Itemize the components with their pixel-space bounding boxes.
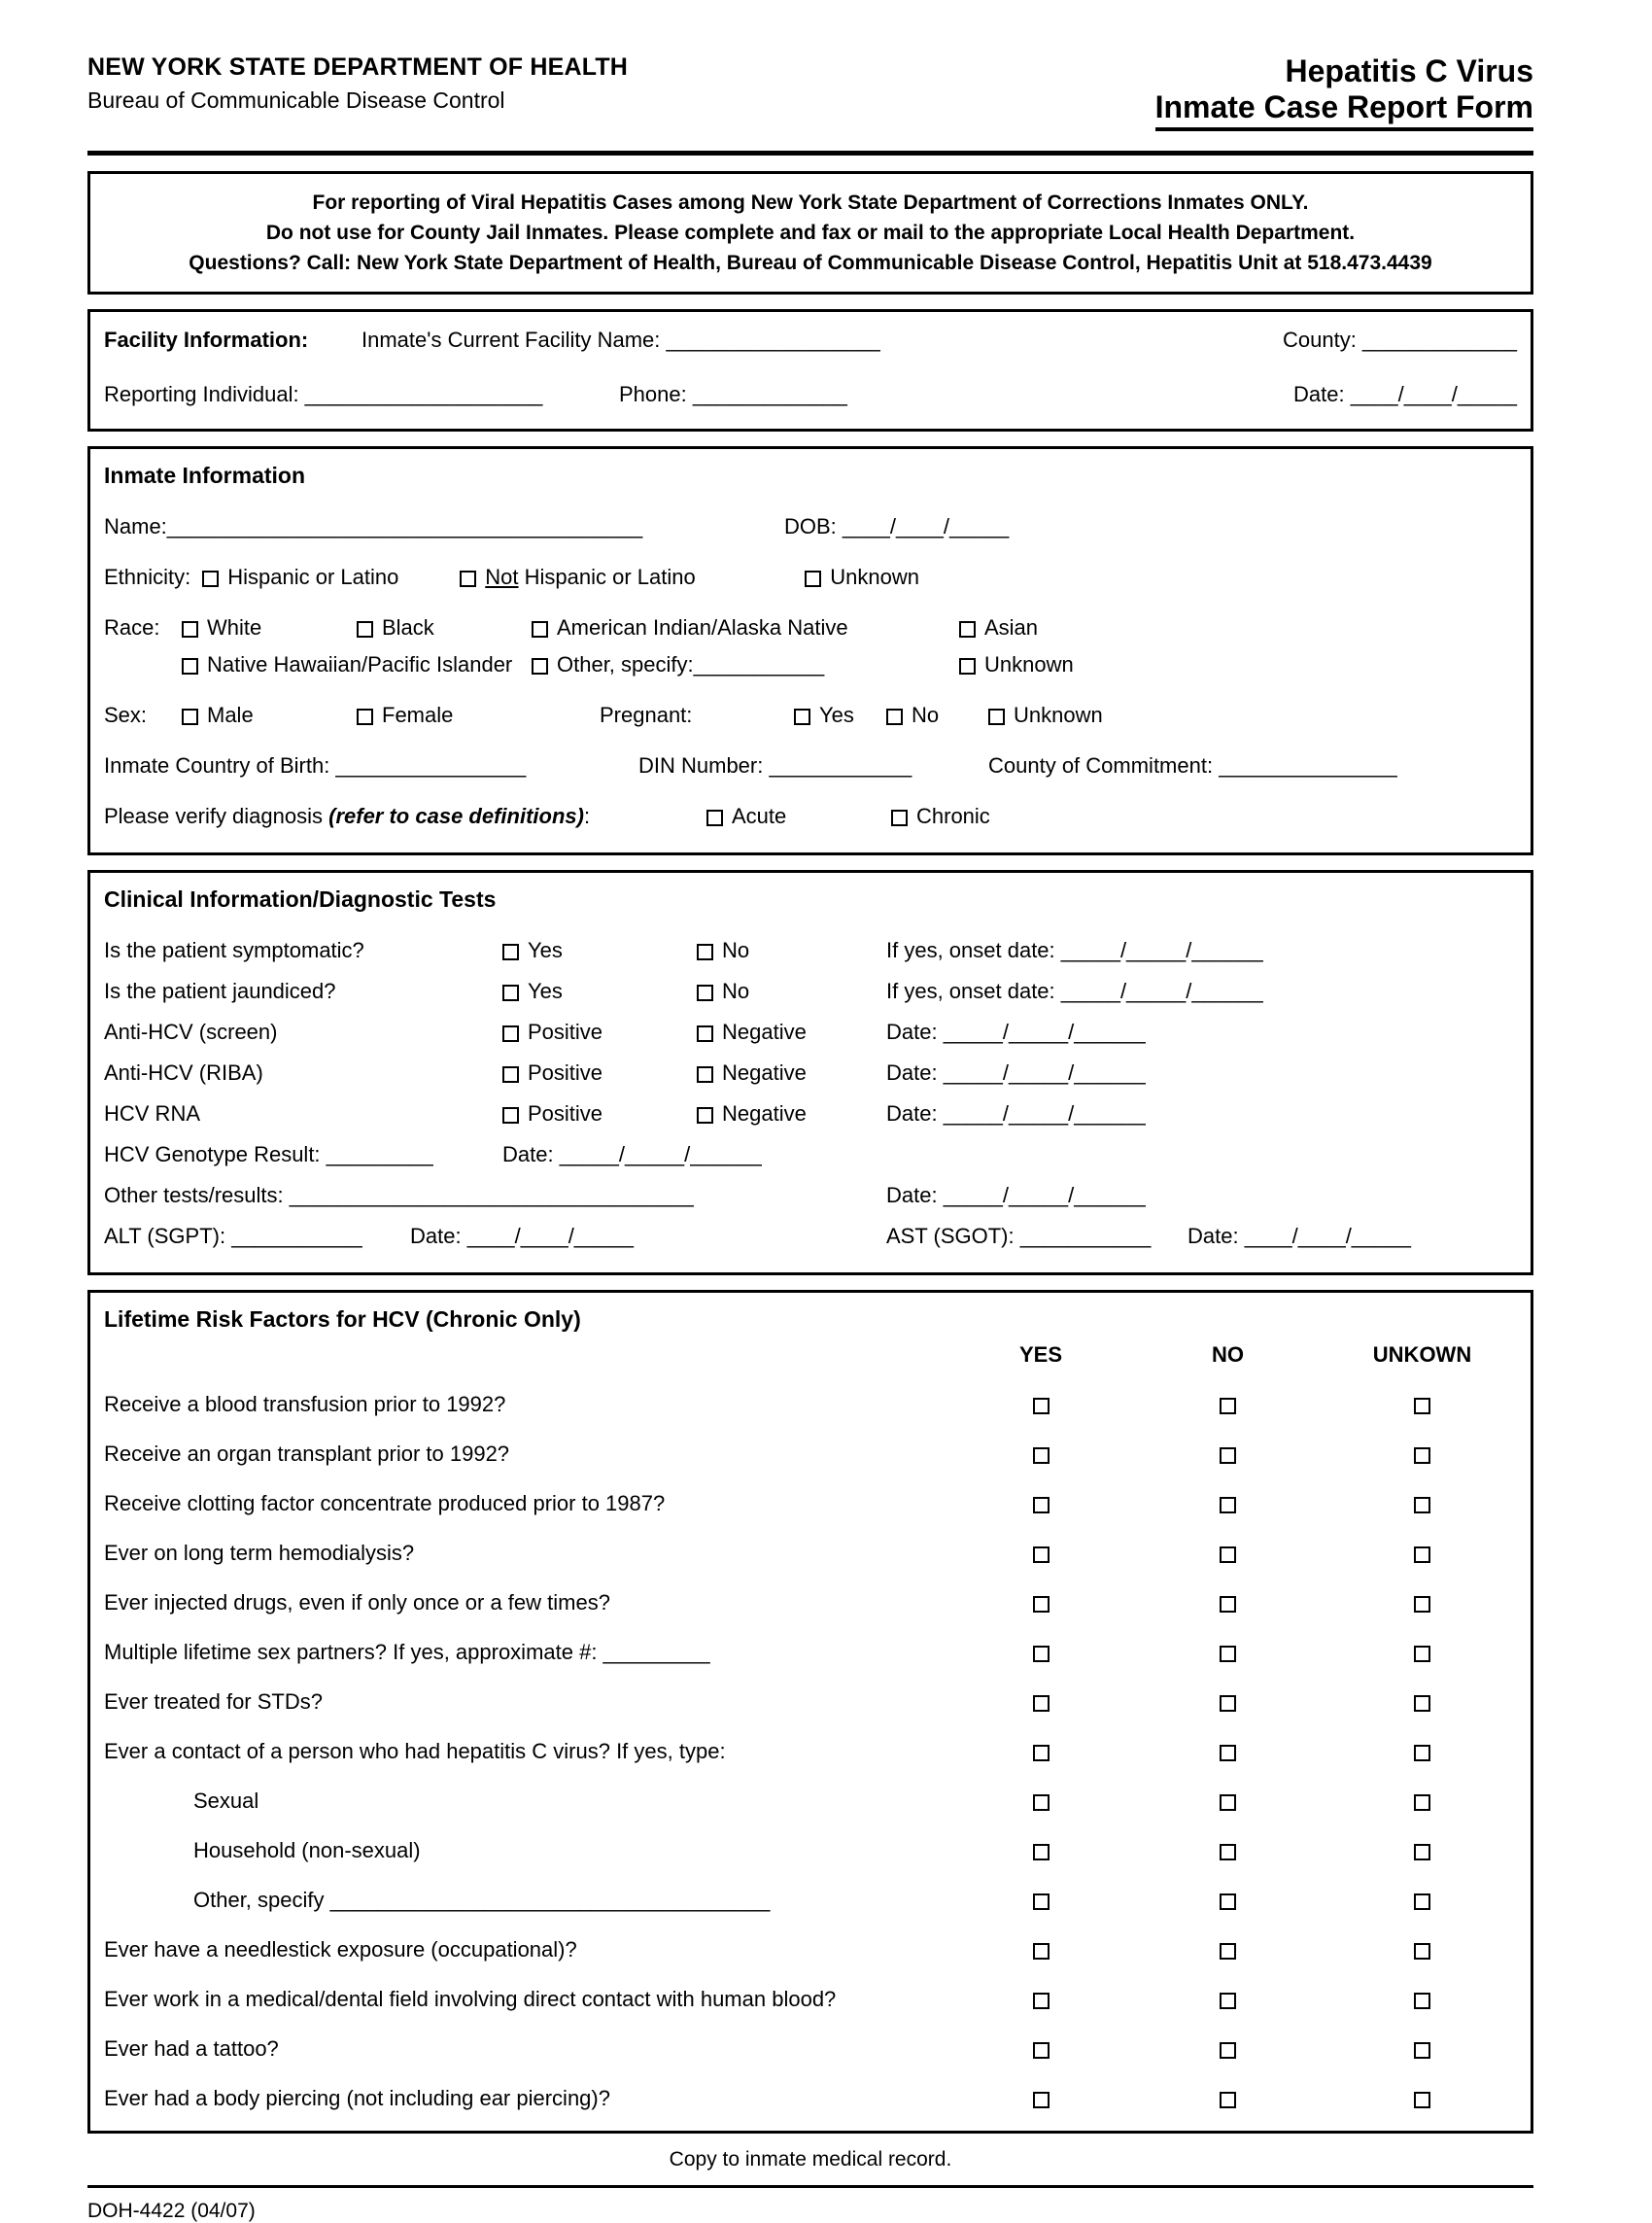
ethnicity-option-unknown	[805, 565, 919, 590]
no-checkbox[interactable]	[1220, 1993, 1236, 2009]
anti-hcv-riba-positive-checkbox[interactable]	[502, 1066, 519, 1083]
risk-row-contact	[104, 1739, 1517, 1764]
unknown-checkbox[interactable]	[1414, 1993, 1430, 2009]
hispanic-label: Hispanic or Latino	[227, 565, 399, 589]
anti-hcv-screen-negative	[697, 1020, 886, 1045]
race-row-1	[104, 615, 1517, 641]
black-checkbox[interactable]	[357, 621, 373, 638]
risk-question: Receive clotting factor concentrate produced prior to 1987?	[104, 1491, 666, 1515]
yes-checkbox[interactable]	[1033, 1844, 1050, 1860]
anti-hcv-screen-negative-label: Negative	[722, 1020, 807, 1044]
risk-row-hemodialysis	[104, 1541, 1517, 1566]
race-option-aian	[532, 615, 959, 641]
department-name: NEW YORK STATE DEPARTMENT OF HEALTH	[87, 53, 629, 81]
facility-row-2	[104, 382, 1517, 407]
risk-row-injected-drugs	[104, 1590, 1517, 1615]
unknown-checkbox[interactable]	[1414, 1398, 1430, 1414]
risk-row-tattoo	[104, 2036, 1517, 2062]
pregnant-yes-label: Yes	[819, 703, 854, 727]
copy-note: Copy to inmate medical record.	[669, 2148, 952, 2171]
unknown-checkbox[interactable]	[1414, 1844, 1430, 1860]
unknown-checkbox[interactable]	[1414, 1546, 1430, 1563]
risk-question: Ever work in a medical/dental field involving direct contact with human blood?	[104, 1987, 837, 2011]
asian-checkbox[interactable]	[959, 621, 976, 638]
diagnosis-option-chronic	[891, 804, 990, 829]
ast-date-field[interactable]: Date: ____/____/_____	[1187, 1224, 1411, 1248]
yes-checkbox[interactable]	[1033, 1497, 1050, 1513]
unknown-checkbox[interactable]	[1414, 1943, 1430, 1960]
anti-hcv-screen-negative-checkbox[interactable]	[697, 1025, 713, 1042]
pregnant-no-label: No	[912, 703, 940, 727]
yes-checkbox[interactable]	[1033, 1546, 1050, 1563]
unknown-checkbox[interactable]	[1414, 1646, 1430, 1662]
form-title-line1: Hepatitis C Virus	[1285, 53, 1533, 88]
race-label: Race:	[104, 615, 160, 640]
yes-checkbox[interactable]	[1033, 1398, 1050, 1414]
no-checkbox[interactable]	[1220, 1844, 1236, 1860]
yes-checkbox[interactable]	[1033, 1596, 1050, 1613]
risk-question: Ever had a tattoo?	[104, 2036, 279, 2061]
yes-column-header: YES	[1018, 1342, 1063, 1367]
genotype-date-field[interactable]: Date: _____/_____/______	[502, 1142, 762, 1166]
hcv-rna-negative	[697, 1101, 886, 1127]
jaundiced-no	[697, 979, 886, 1004]
diagnosis-label-italic: (refer to case definitions)	[328, 804, 584, 828]
pregnant-no-checkbox[interactable]	[886, 709, 903, 725]
unknown-checkbox[interactable]	[1414, 1447, 1430, 1464]
clinical-row-alt-ast	[104, 1224, 1517, 1249]
facility-row-1	[104, 328, 1517, 353]
no-column-header: NO	[1212, 1342, 1244, 1367]
form-header	[87, 53, 1533, 131]
clinical-section-title: Clinical Information/Diagnostic Tests	[104, 886, 497, 912]
jaundiced-onset-date-field[interactable]: If yes, onset date: _____/_____/______	[886, 979, 1263, 1003]
risk-row-contact-other	[104, 1888, 1517, 1913]
ethnicity-unknown-label: Unknown	[830, 565, 919, 589]
clinical-row-other-tests	[104, 1183, 1517, 1208]
unknown-checkbox[interactable]	[1414, 1596, 1430, 1613]
race-other-checkbox[interactable]	[532, 658, 548, 675]
sex-label: Sex:	[104, 703, 148, 727]
anti-hcv-riba-negative-checkbox[interactable]	[697, 1066, 713, 1083]
race-option-asian	[959, 615, 1038, 641]
sex-option-male	[182, 703, 357, 728]
risk-question: Sexual	[193, 1789, 259, 1813]
ethnicity-row	[104, 565, 1517, 590]
risk-question: Ever a contact of a person who had hepatitis C virus? If yes, type:	[104, 1739, 726, 1763]
anti-hcv-riba-negative-label: Negative	[722, 1060, 807, 1085]
yes-checkbox[interactable]	[1033, 1794, 1050, 1811]
jaundiced-yes-checkbox[interactable]	[502, 985, 519, 1001]
unknown-checkbox[interactable]	[1414, 1794, 1430, 1811]
acute-label: Acute	[732, 804, 787, 828]
risk-row-organ-transplant	[104, 1441, 1517, 1467]
anti-hcv-riba-negative	[697, 1060, 886, 1086]
anti-hcv-riba-date-field[interactable]: Date: _____/_____/______	[886, 1060, 1146, 1085]
sex-row	[104, 703, 1517, 728]
asian-label: Asian	[984, 615, 1039, 640]
notice-box	[87, 171, 1533, 295]
unknown-column-header: UNKOWN	[1372, 1342, 1472, 1367]
header-left	[87, 53, 628, 114]
reporting-individual-field[interactable]: Reporting Individual: ____________________	[104, 382, 543, 406]
symptomatic-no-checkbox[interactable]	[697, 944, 713, 960]
ast-field[interactable]: AST (SGOT): ___________	[886, 1224, 1152, 1248]
risk-row-blood-transfusion	[104, 1392, 1517, 1417]
header-rule	[87, 151, 1533, 156]
notice-line-1: For reporting of Viral Hepatitis Cases among New York State Department of Corrections Inmates ONLY.	[312, 191, 1309, 214]
risk-row-contact-sexual	[104, 1789, 1517, 1814]
clinical-row-hcv-rna	[104, 1101, 1517, 1127]
ethnicity-label: Ethnicity:	[104, 565, 191, 589]
diagnosis-label-colon: :	[583, 804, 591, 828]
jaundiced-label: Is the patient jaundiced?	[104, 979, 336, 1003]
american-indian-checkbox[interactable]	[532, 621, 548, 638]
anti-hcv-screen-positive-label: Positive	[528, 1020, 603, 1044]
white-checkbox[interactable]	[182, 621, 198, 638]
risk-question: Receive a blood transfusion prior to 1992?	[104, 1392, 506, 1416]
anti-hcv-riba-label: Anti-HCV (RIBA)	[104, 1060, 263, 1085]
no-checkbox[interactable]	[1220, 1794, 1236, 1811]
race-option-nhpi	[182, 652, 532, 677]
chronic-checkbox[interactable]	[891, 810, 908, 826]
no-checkbox[interactable]	[1220, 1745, 1236, 1761]
anti-hcv-screen-positive	[502, 1020, 697, 1045]
anti-hcv-riba-positive-label: Positive	[528, 1060, 603, 1085]
ethnicity-unknown-checkbox[interactable]	[805, 571, 821, 587]
american-indian-label: American Indian/Alaska Native	[557, 615, 848, 640]
clinical-section	[87, 870, 1533, 1275]
chronic-label: Chronic	[916, 804, 990, 828]
race-unknown-label: Unknown	[984, 652, 1074, 677]
acute-checkbox[interactable]	[706, 810, 723, 826]
jaundiced-no-checkbox[interactable]	[697, 985, 713, 1001]
ethnicity-option-hispanic	[202, 565, 460, 590]
not-underlined: Not	[485, 565, 519, 589]
yes-checkbox[interactable]	[1033, 1993, 1050, 2009]
risk-question: Ever on long term hemodialysis?	[104, 1541, 415, 1565]
jaundiced-no-label: No	[722, 979, 750, 1003]
pregnant-label: Pregnant:	[600, 703, 693, 727]
no-checkbox[interactable]	[1220, 1596, 1236, 1613]
ethnicity-option-not-hispanic	[460, 565, 805, 590]
genotype-result-field[interactable]: HCV Genotype Result: _________	[104, 1142, 433, 1166]
race-unknown-checkbox[interactable]	[959, 658, 976, 675]
bureau-name: Bureau of Communicable Disease Control	[87, 87, 505, 113]
yes-checkbox[interactable]	[1033, 1695, 1050, 1712]
anti-hcv-screen-positive-checkbox[interactable]	[502, 1025, 519, 1042]
other-tests-field[interactable]: Other tests/results: __________________________________	[104, 1183, 694, 1207]
clinical-row-genotype	[104, 1142, 1517, 1167]
notice-line-2: Do not use for County Jail Inmates. Please complete and fax or mail to the appropriate Local Health Department.	[265, 222, 1356, 244]
no-checkbox[interactable]	[1220, 1943, 1236, 1960]
not-hispanic-label: Hispanic or Latino	[518, 565, 696, 589]
origin-row	[104, 753, 1517, 779]
no-checkbox[interactable]	[1220, 1893, 1236, 1910]
symptomatic-no	[697, 938, 886, 963]
no-checkbox[interactable]	[1220, 1447, 1236, 1464]
din-number-field[interactable]: DIN Number: ____________	[638, 753, 912, 778]
risk-section-title: Lifetime Risk Factors for HCV (Chronic Only)	[104, 1306, 581, 1332]
country-of-birth-field[interactable]: Inmate Country of Birth: ________________	[104, 753, 527, 778]
unknown-checkbox[interactable]	[1414, 1497, 1430, 1513]
pregnant-unknown-label: Unknown	[1014, 703, 1103, 727]
risk-row-contact-household	[104, 1838, 1517, 1863]
no-checkbox[interactable]	[1220, 1398, 1236, 1414]
yes-checkbox[interactable]	[1033, 1447, 1050, 1464]
risk-question: Ever treated for STDs?	[104, 1689, 323, 1714]
pregnant-option-unknown	[988, 703, 1103, 728]
diagnosis-option-acute	[706, 804, 891, 829]
yes-checkbox[interactable]	[1033, 1943, 1050, 1960]
other-tests-date-field[interactable]: Date: _____/_____/______	[886, 1183, 1146, 1207]
risk-question[interactable]: Multiple lifetime sex partners? If yes, approximate #: _________	[104, 1640, 710, 1664]
risk-question: Ever have a needlestick exposure (occupational)?	[104, 1937, 577, 1962]
race-option-other	[532, 652, 959, 677]
hcv-rna-negative-checkbox[interactable]	[697, 1107, 713, 1124]
risk-question: Household (non-sexual)	[193, 1838, 421, 1862]
hcv-rna-positive	[502, 1101, 697, 1127]
hispanic-checkbox[interactable]	[202, 571, 219, 587]
clinical-row-symptomatic	[104, 938, 1517, 963]
anti-hcv-riba-positive	[502, 1060, 697, 1086]
no-checkbox[interactable]	[1220, 1695, 1236, 1712]
diagnosis-label-plain: Please verify diagnosis	[104, 804, 329, 828]
symptomatic-yes	[502, 938, 697, 963]
alt-date-field[interactable]: Date: ____/____/_____	[410, 1224, 634, 1248]
unknown-checkbox[interactable]	[1414, 2042, 1430, 2059]
clinical-row-anti-hcv-screen	[104, 1020, 1517, 1045]
risk-row-clotting-factor	[104, 1491, 1517, 1516]
header-right	[1155, 53, 1533, 131]
pregnant-option-yes	[794, 703, 886, 728]
male-checkbox[interactable]	[182, 709, 198, 725]
diagnosis-label	[104, 804, 706, 829]
race-option-unknown	[959, 652, 1074, 677]
report-date-field[interactable]: Date: ____/____/_____	[1293, 382, 1517, 406]
clinical-row-anti-hcv-riba	[104, 1060, 1517, 1086]
unknown-checkbox[interactable]	[1414, 2092, 1430, 2108]
county-field[interactable]: County: _____________	[1283, 328, 1517, 352]
jaundiced-yes-label: Yes	[528, 979, 563, 1003]
race-other-label[interactable]: Other, specify:___________	[557, 652, 825, 677]
risk-question: Receive an organ transplant prior to 1992?	[104, 1441, 510, 1466]
diagnosis-row	[104, 804, 1517, 829]
risk-question: Ever injected drugs, even if only once or a few times?	[104, 1590, 610, 1615]
jaundiced-yes	[502, 979, 697, 1004]
form-number: DOH-4422 (04/07)	[87, 2200, 256, 2222]
no-checkbox[interactable]	[1220, 1546, 1236, 1563]
symptomatic-onset-date-field[interactable]: If yes, onset date: _____/_____/______	[886, 938, 1263, 962]
unknown-checkbox[interactable]	[1414, 1745, 1430, 1761]
female-checkbox[interactable]	[357, 709, 373, 725]
symptomatic-label: Is the patient symptomatic?	[104, 938, 364, 962]
hcv-rna-negative-label: Negative	[722, 1101, 807, 1126]
sex-option-female	[357, 703, 600, 728]
notice-line-3: Questions? Call: New York State Department of Health, Bureau of Communicable Disease Control, Hepatitis Unit at 518.473.4439	[189, 252, 1432, 274]
pregnant-option-no	[886, 703, 988, 728]
not-hispanic-checkbox[interactable]	[460, 571, 476, 587]
unknown-checkbox[interactable]	[1414, 1695, 1430, 1712]
hcv-rna-label: HCV RNA	[104, 1101, 201, 1126]
symptomatic-no-label: No	[722, 938, 750, 962]
anti-hcv-screen-label: Anti-HCV (screen)	[104, 1020, 278, 1044]
black-label: Black	[382, 615, 434, 640]
male-label: Male	[207, 703, 254, 727]
phone-field[interactable]: Phone: _____________	[619, 382, 847, 406]
dob-field[interactable]: DOB: ____/____/_____	[784, 514, 1010, 538]
no-checkbox[interactable]	[1220, 2042, 1236, 2059]
native-hawaiian-checkbox[interactable]	[182, 658, 198, 675]
risk-section	[87, 1290, 1533, 2134]
hcv-rna-positive-checkbox[interactable]	[502, 1107, 519, 1124]
county-of-commitment-field[interactable]: County of Commitment: _______________	[988, 753, 1397, 778]
risk-row-medical-field	[104, 1987, 1517, 2012]
yes-checkbox[interactable]	[1033, 1745, 1050, 1761]
inmate-section	[87, 446, 1533, 855]
race-option-white	[182, 615, 357, 641]
female-label: Female	[382, 703, 454, 727]
race-option-black	[357, 615, 532, 641]
footer-rule	[87, 2185, 1533, 2188]
risk-question[interactable]: Other, specify _____________________________________	[193, 1888, 771, 1912]
risk-column-headers	[104, 1342, 1517, 1368]
symptomatic-yes-label: Yes	[528, 938, 563, 962]
clinical-row-jaundiced	[104, 979, 1517, 1004]
hcv-rna-positive-label: Positive	[528, 1101, 603, 1126]
form-title-line2: Inmate Case Report Form	[1155, 89, 1533, 131]
risk-row-piercing	[104, 2086, 1517, 2111]
inmate-name-field[interactable]: Name:________________________________________	[104, 514, 643, 538]
risk-question: Ever had a body piercing (not including ear piercing)?	[104, 2086, 610, 2110]
inmate-section-title: Inmate Information	[104, 463, 306, 488]
no-checkbox[interactable]	[1220, 1497, 1236, 1513]
anti-hcv-screen-date-field[interactable]: Date: _____/_____/______	[886, 1020, 1146, 1044]
unknown-checkbox[interactable]	[1414, 1893, 1430, 1910]
facility-name-field[interactable]: Inmate's Current Facility Name: __________________	[361, 328, 880, 352]
race-row-2	[104, 652, 1517, 677]
yes-checkbox[interactable]	[1033, 1646, 1050, 1662]
symptomatic-yes-checkbox[interactable]	[502, 944, 519, 960]
yes-checkbox[interactable]	[1033, 2042, 1050, 2059]
pregnant-yes-checkbox[interactable]	[794, 709, 810, 725]
yes-checkbox[interactable]	[1033, 1893, 1050, 1910]
no-checkbox[interactable]	[1220, 2092, 1236, 2108]
alt-field[interactable]: ALT (SGPT): ___________	[104, 1224, 362, 1248]
risk-row-needlestick	[104, 1937, 1517, 1962]
white-label: White	[207, 615, 262, 640]
native-hawaiian-label: Native Hawaiian/Pacific Islander	[207, 652, 513, 677]
facility-section	[87, 309, 1533, 432]
pregnant-unknown-checkbox[interactable]	[988, 709, 1005, 725]
facility-section-label: Facility Information:	[104, 328, 309, 352]
risk-row-sex-partners	[104, 1640, 1517, 1665]
yes-checkbox[interactable]	[1033, 2092, 1050, 2108]
risk-row-stds	[104, 1689, 1517, 1715]
name-row	[104, 514, 1517, 539]
no-checkbox[interactable]	[1220, 1646, 1236, 1662]
hcv-rna-date-field[interactable]: Date: _____/_____/______	[886, 1101, 1146, 1126]
